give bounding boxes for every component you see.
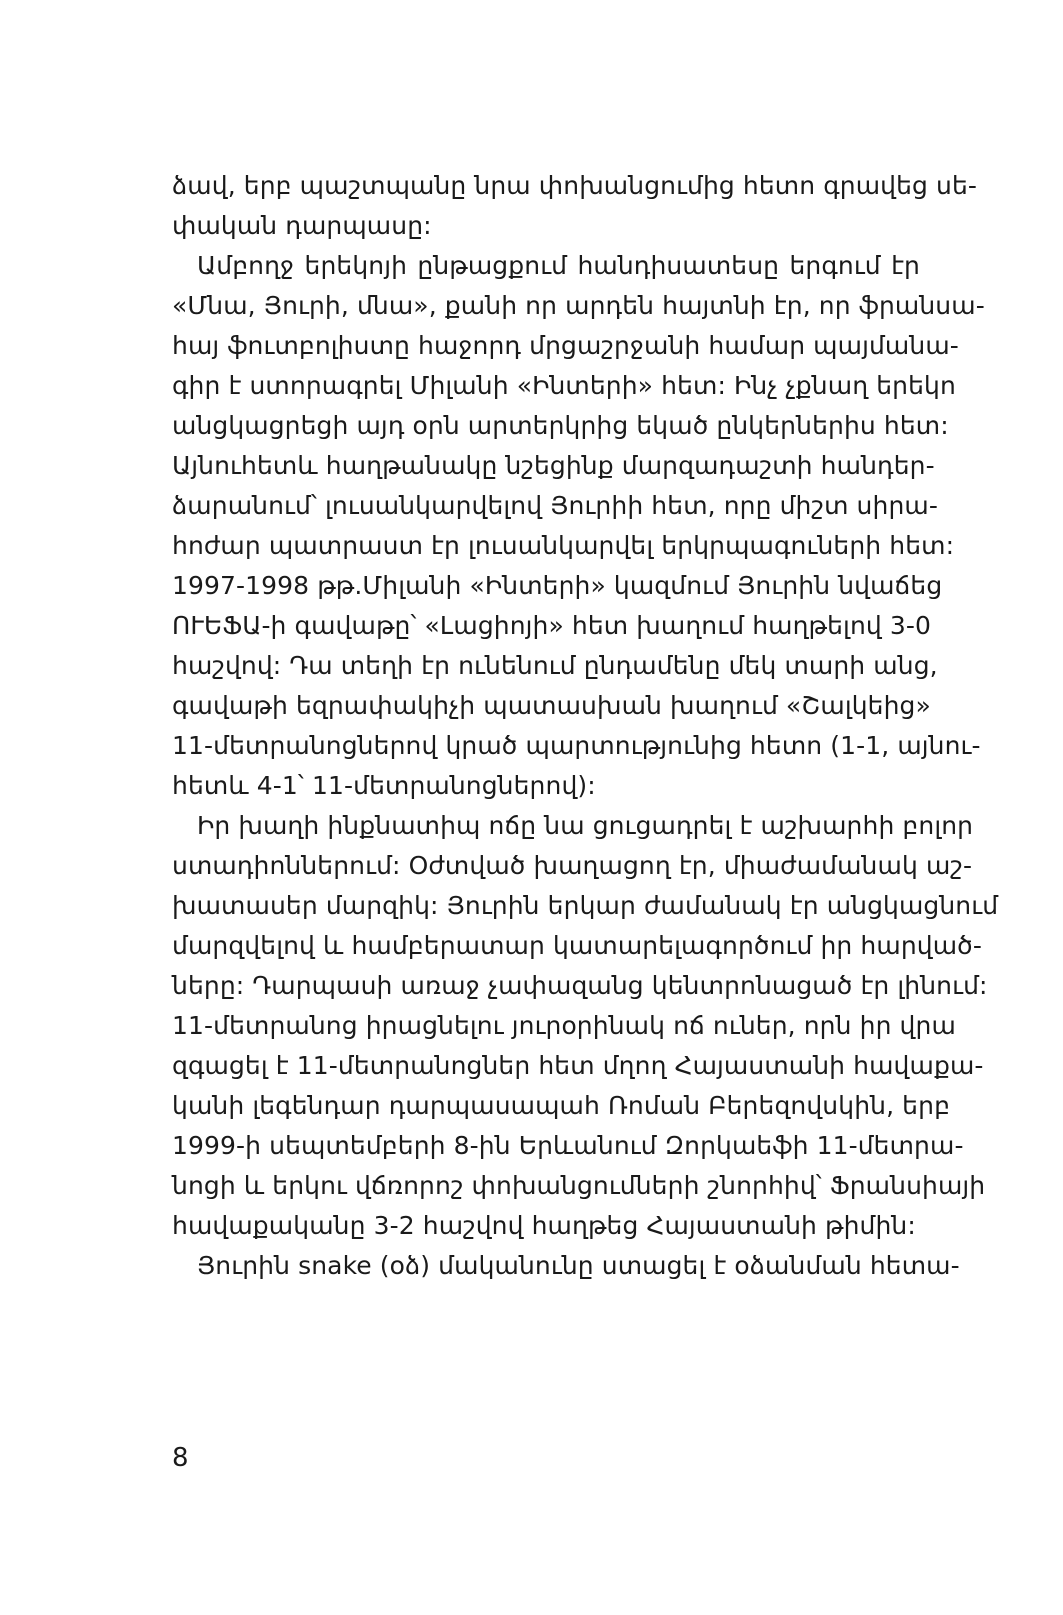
page-number: 8	[172, 1443, 189, 1473]
text-line: ՈՒԵՖԱ-ի գավաթը՝ «Լացիոյի» հետ խաղում հաղթելով 3-0	[172, 611, 932, 640]
text-line: Ամբողջ երեկոյի ընթացքում հանդիսատեսը երգում էր	[197, 251, 920, 280]
body-text	[172, 166, 999, 1286]
text-line: խատասեր մարզիկ: Յուրին երկար ժամանակ էր անցկացնում	[172, 891, 999, 920]
text-line: հաշվով: Դա տեղի էր ունենում ընդամենը մեկ տարի անց,	[172, 651, 938, 680]
text-line: հայ ֆուտբոլիստը հաջորդ մրցաշրջանի համար պայմանա-	[172, 331, 959, 360]
text-line: Իր խաղի ինքնատիպ ոճը նա ցուցադրել է աշխարհի բոլոր	[197, 811, 974, 840]
text-line: Յուրին snake (օձ) մականունը ստացել է օձանման հետա-	[197, 1251, 960, 1280]
text-line: Այնուհետև հաղթանակը նշեցինք մարզադաշտի հանդեր-	[172, 451, 935, 480]
text-line: 1999-ի սեպտեմբերի 8-ին Երևանում Զորկաեֆի 11-մետրա-	[172, 1131, 964, 1160]
text-line: «Մնա, Յուրի, մնա», քանի որ արդեն հայտնի էր, որ ֆրանսա-	[172, 291, 985, 320]
text-line: 11-մետրանոցներով կրած պարտությունից հետո (1-1, այնու-	[172, 731, 981, 760]
text-line: 1997-1998 թթ.Միլանի «Ինտերի» կազմում Յուրին նվաճեց	[172, 571, 943, 600]
text-line: փական դարպասը:	[172, 211, 432, 240]
text-line: մարզվելով և համբերատար կատարելագործում իր հարված-	[172, 931, 982, 960]
text-line: անցկացրեցի այդ օրն արտերկրից եկած ընկերներիս հետ:	[172, 411, 949, 440]
text-line: ձարանում՝ լուսանկարվելով Յուրիի հետ, որը միշտ սիրա-	[172, 491, 938, 520]
text-line: կանի լեգենդար դարպասապահ Ռոման Բերեզովսկին, երբ	[172, 1091, 951, 1120]
text-line: գավաթի եզրափակիչի պատասխան խաղում «Շալկեից»	[172, 691, 931, 720]
text-line: ստադիոններում: Օժտված խաղացող էր, միաժամանակ աշ-	[172, 851, 973, 880]
text-line: զգացել է 11-մետրանոցներ հետ մղող Հայաստանի հավաքա-	[172, 1051, 984, 1080]
text-line: հոժար պատրաստ էր լուսանկարվել երկրպագուների հետ:	[172, 531, 955, 560]
text-line: գիր է ստորագրել Միլանի «Ինտերի» հետ: Ինչ չքնաղ երեկո	[172, 371, 956, 400]
text-line: ները: Դարպասի առաջ չափազանց կենտրոնացած էր լինում:	[172, 971, 988, 1000]
text-line: հավաքականը 3-2 հաշվով հաղթեց Հայաստանի թիմին:	[172, 1211, 916, 1240]
text-line: 11-մետրանոց իրացնելու յուրօրինակ ոճ ուներ, որն իր վրա	[172, 1011, 956, 1040]
text-line: ձավ, երբ պաշտպանը նրա փոխանցումից հետո գրավեց սե-	[172, 171, 978, 200]
text-line: նոցի և երկու վճռորոշ փոխանցումների շնորհիվ՝ Ֆրանսիայի	[172, 1171, 986, 1200]
text-line: հետև 4-1՝ 11-մետրանոցներով):	[172, 771, 596, 800]
